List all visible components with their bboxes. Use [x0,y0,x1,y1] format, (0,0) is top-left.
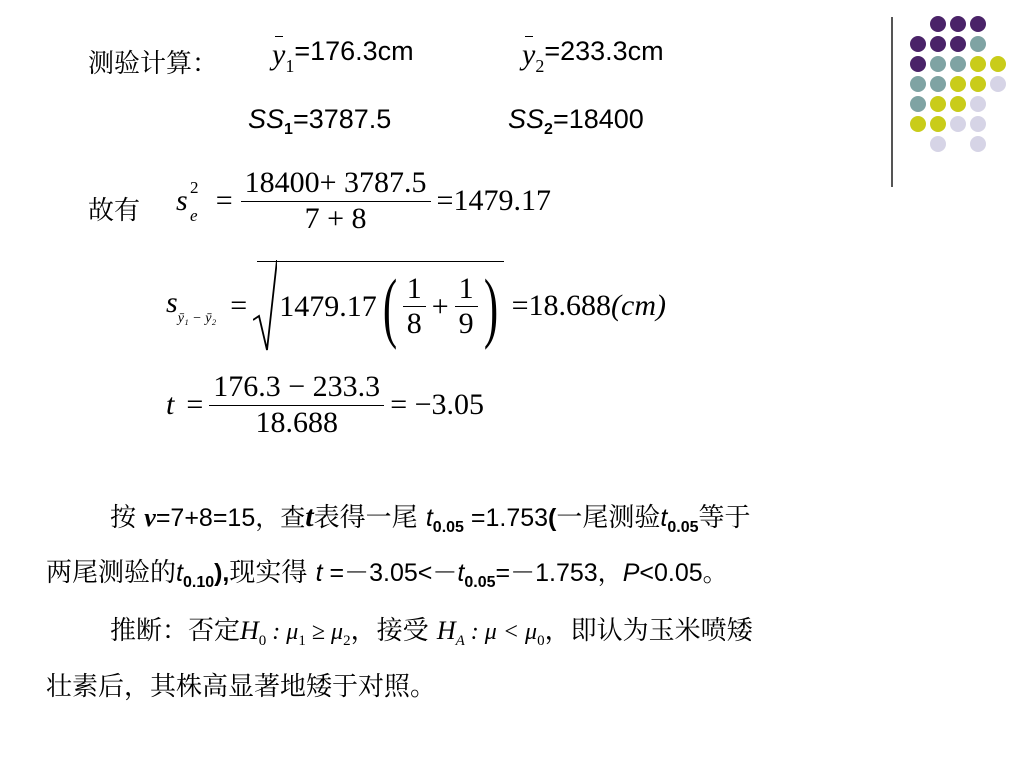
decorative-dot [950,56,966,72]
decorative-dot [930,96,946,112]
decorative-dot [970,116,986,132]
radical-sign-icon [253,260,277,352]
decorative-dot [910,116,926,132]
standard-error-formula: $s_{ȳ_1 - ȳ_2}$ = 1479.17 ( $\frac{1}{8}$ + $\frac{1}{9}$ ) =18.688 (cm) [166,258,666,354]
ss1-value: $SS_1=3787.5$ [248,104,392,138]
paragraph-conclusion: 壮素后，其株高显著地矮于对照。 [46,672,437,702]
ss2-value: $SS_2=18400$ [508,104,644,138]
y2-mean: y2=233.3cm [522,36,664,76]
pooled-variance-denominator: 7 + 8 [304,201,367,235]
decorative-dot [930,56,946,72]
paragraph-result: 两尾测验的$t_{0.10}$),现实得 $t =-3.05<-t_{0.05}=-1.753$，P<0.05。 [46,558,728,591]
decorative-dot [910,36,926,52]
decorative-dot [930,16,946,32]
decorative-dot [930,76,946,92]
paragraph-inference: 推断：否定$H_0$ : $\mu_1 \ge \mu_2$，接受 $H_A$ : $\mu < \mu_0$，即认为玉米喷矮 [110,616,753,649]
decorative-dot [910,76,926,92]
decorative-dot [910,96,926,112]
decorative-dot [950,96,966,112]
decorative-dot [970,36,986,52]
decorative-vertical-line [891,17,893,187]
decorative-dot [970,56,986,72]
pooled-variance-formula: s 2 e = $\frac{18400+ 3787.5}{7 + 8}$ =1479.17 [176,166,551,235]
paragraph-lookup: 按 ν=7+8=15，查t表得一尾 $t_{0.05} =1.753$(一尾测验$t_{0.05}$等于 [110,500,751,536]
decorative-dot [990,56,1006,72]
pooled-variance-numerator: 18400+ 3787.5 [244,166,427,199]
decorative-dot [970,16,986,32]
decorative-dot [950,16,966,32]
t-statistic-formula: t = $\frac{176.3 - 233.3}{18.688}$ = −3.05 [166,370,485,439]
decorative-dot [970,76,986,92]
decorative-dot [950,36,966,52]
hence-label: 故有 [88,196,141,226]
decorative-dot [910,56,926,72]
decorative-dot [930,136,946,152]
decorative-dot [970,96,986,112]
y1-mean: y1=176.3cm [272,36,414,76]
decorative-dot [990,76,1006,92]
decorative-dot [950,76,966,92]
decorative-dot [950,116,966,132]
decorative-dot [930,116,946,132]
decorative-dot [970,136,986,152]
decorative-dot [930,36,946,52]
calc-label: 测验计算： [88,49,219,79]
